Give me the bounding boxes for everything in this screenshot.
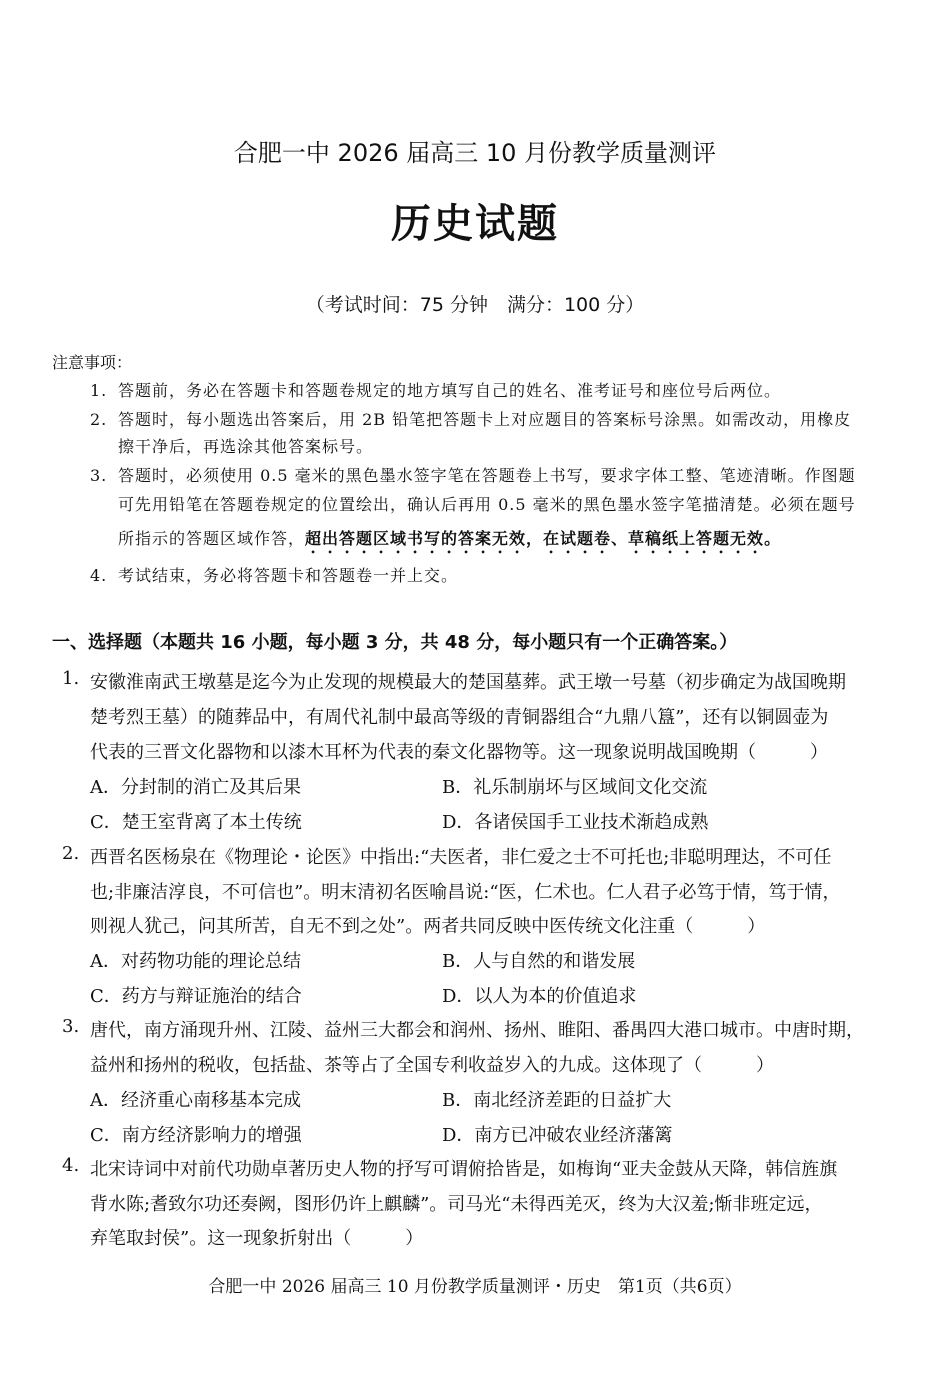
question-number: 4. — [62, 1155, 80, 1176]
notice-text: 答题前，务必在答题卡和答题卷规定的地方填写自己的姓名、准考证号和座位号后两位。 — [118, 381, 782, 400]
question-number: 2. — [62, 843, 80, 864]
question-text: 西晋名医杨泉在《物理论・论医》中指出:“夫医者，非仁爱之士不可托也;非聪明理达，不可任 — [90, 847, 832, 868]
notice-text: 擦干净后，再选涂其他答案标号。 — [118, 437, 374, 456]
notice-number: 2. — [90, 410, 108, 429]
notice-number: 1. — [90, 381, 108, 400]
question-text: 背水陈;耆致尔功还奏阙，图形仍许上麒麟”。司马光“未得西羌灭，终为大汉羞;惭非班定远， — [90, 1194, 823, 1215]
notice-text: 答题时，每小题选出答案后，用 2B 铅笔把答题卡上对应题目的答案标号涂黑。如需改动，用橡皮 — [118, 410, 852, 429]
page-footer: 合肥一中 2026 届高三 10 月份教学质量测评・历史 第1页（共6页） — [208, 1277, 742, 1297]
notice-text — [118, 526, 781, 557]
question-text: 唐代，南方涌现升州、江陵、益州三大都会和润州、扬州、睢阳、番禺四大港口城市。中唐时期， — [90, 1020, 864, 1041]
question-text: 北宋诗词中对前代功勋卓著历史人物的抒写可谓俯拾皆是，如梅询“亚夫金鼓从天降，韩信旌旗 — [90, 1159, 838, 1180]
notice-punct: ， — [526, 529, 544, 548]
option-a: A．经济重心南移基本完成 — [90, 1090, 301, 1111]
exam-subtitle: 合肥一中 2026 届高三 10 月份教学质量测评 — [233, 139, 717, 167]
notice-number: 3. — [90, 466, 108, 485]
question-text: 代表的三晋文化器物和以漆木耳杯为代表的秦文化器物等。这一现象说明战国晚期（ ） — [90, 742, 828, 763]
option-d: D．南方已冲破农业经济藩篱 — [442, 1125, 673, 1146]
option-b: B．礼乐制崩坏与区域间文化交流 — [442, 777, 708, 798]
notice-item — [90, 378, 781, 401]
notice-item — [90, 407, 851, 430]
option-d: D．各诸侯国手工业技术渐趋成熟 — [442, 812, 709, 833]
question-text: 益州和扬州的税收，包括盐、茶等占了全国专利收益岁入的九成。这体现了（ ） — [90, 1055, 774, 1076]
option-b: B．南北经济差距的日益扩大 — [442, 1090, 672, 1111]
question-number: 3. — [62, 1016, 80, 1037]
option-b: B．人与自然的和谐发展 — [442, 951, 636, 972]
notice-emphasis: 超出答题区域书写的答案无效 — [305, 529, 527, 548]
question-text: 楚考烈王墓）的随葬品中，有周代礼制中最高等级的青铜器组合“九鼎八簋”，还有以铜圆壶为 — [90, 707, 829, 728]
option-a: A．对药物功能的理论总结 — [90, 951, 301, 972]
notice-emphasis: 在试题卷、草稿纸上答题无效 — [543, 529, 765, 548]
notice-item — [90, 463, 856, 486]
question-text: 安徽淮南武王墩墓是迄今为止发现的规模最大的楚国墓葬。武王墩一号墓（初步确定为战国晚期 — [90, 672, 846, 693]
question-text: 弃笔取封侯”。这一现象折射出（ ） — [90, 1228, 424, 1249]
notice-text-plain: 所指示的答题区域作答， — [118, 529, 306, 548]
page-title: 历史试题 — [391, 200, 559, 247]
section-heading: 一、选择题（本题共 16 小题，每小题 3 分，共 48 分，每小题只有一个正确答案。） — [52, 632, 738, 653]
notice-item — [90, 563, 458, 586]
notice-text: 考试结束，务必将答题卡和答题卷一并上交。 — [118, 566, 459, 585]
notice-text: 答题时，必须使用 0.5 毫米的黑色墨水签字笔在答题卷上书写，要求字体工整、笔迹清晰。作图题 — [118, 466, 856, 485]
notice-heading: 注意事项： — [52, 353, 133, 372]
option-a: A．分封制的消亡及其后果 — [90, 777, 301, 798]
exam-info: （考试时间：75 分钟 满分：100 分） — [305, 294, 645, 316]
notice-text: 可先用铅笔在答题卷规定的位置绘出，确认后再用 0.5 毫米的黑色墨水签字笔描清楚。必须在题号 — [118, 495, 856, 514]
question-text: 则视人犹己，问其所苦，自无不到之处”。两者共同反映中医传统文化注重（ ） — [90, 916, 766, 937]
notice-punct: 。 — [764, 529, 782, 548]
question-number: 1. — [62, 668, 80, 689]
option-c: C．楚王室背离了本土传统 — [90, 812, 302, 833]
notice-number: 4. — [90, 566, 108, 585]
option-c: C．药方与辩证施治的结合 — [90, 986, 302, 1007]
option-c: C．南方经济影响力的增强 — [90, 1125, 302, 1146]
question-text: 也;非廉洁淳良，不可信也”。明末清初名医喻昌说:“医，仁术也。仁人君子必笃于情，笃于情， — [90, 882, 841, 903]
option-d: D．以人为本的价值追求 — [442, 986, 637, 1007]
